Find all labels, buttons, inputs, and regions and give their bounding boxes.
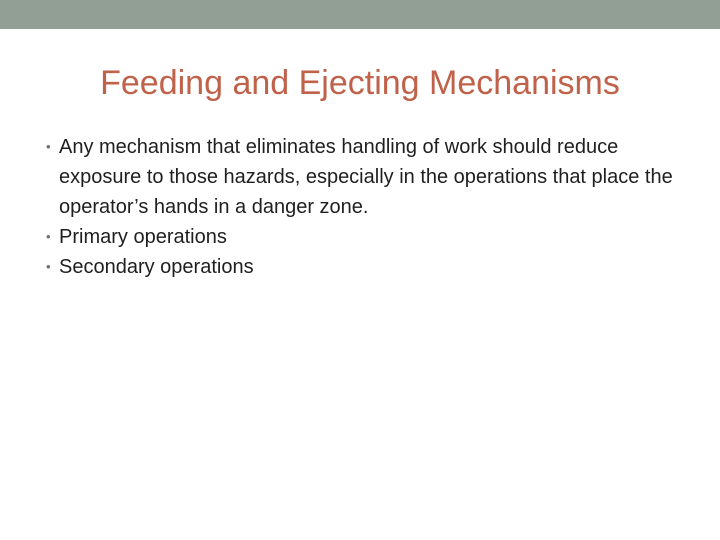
- top-color-bar: [0, 0, 720, 29]
- slide-title: Feeding and Ejecting Mechanisms: [100, 64, 620, 102]
- bullet-marker: •: [46, 139, 51, 154]
- bullet-text: Any mechanism that eliminates handling of work should reduce exposure to those hazards, especially in the operations that place the operator’s hands in a danger zone.: [59, 136, 673, 218]
- bullet-item: [46, 252, 686, 282]
- bullet-item: [46, 132, 686, 222]
- bullet-marker: •: [46, 229, 51, 244]
- bullet-marker: •: [46, 259, 51, 274]
- bullet-text: Primary operations: [59, 226, 227, 248]
- bullet-text: Secondary operations: [59, 256, 254, 278]
- bullet-item: [46, 222, 686, 252]
- bullet-list: [46, 132, 686, 282]
